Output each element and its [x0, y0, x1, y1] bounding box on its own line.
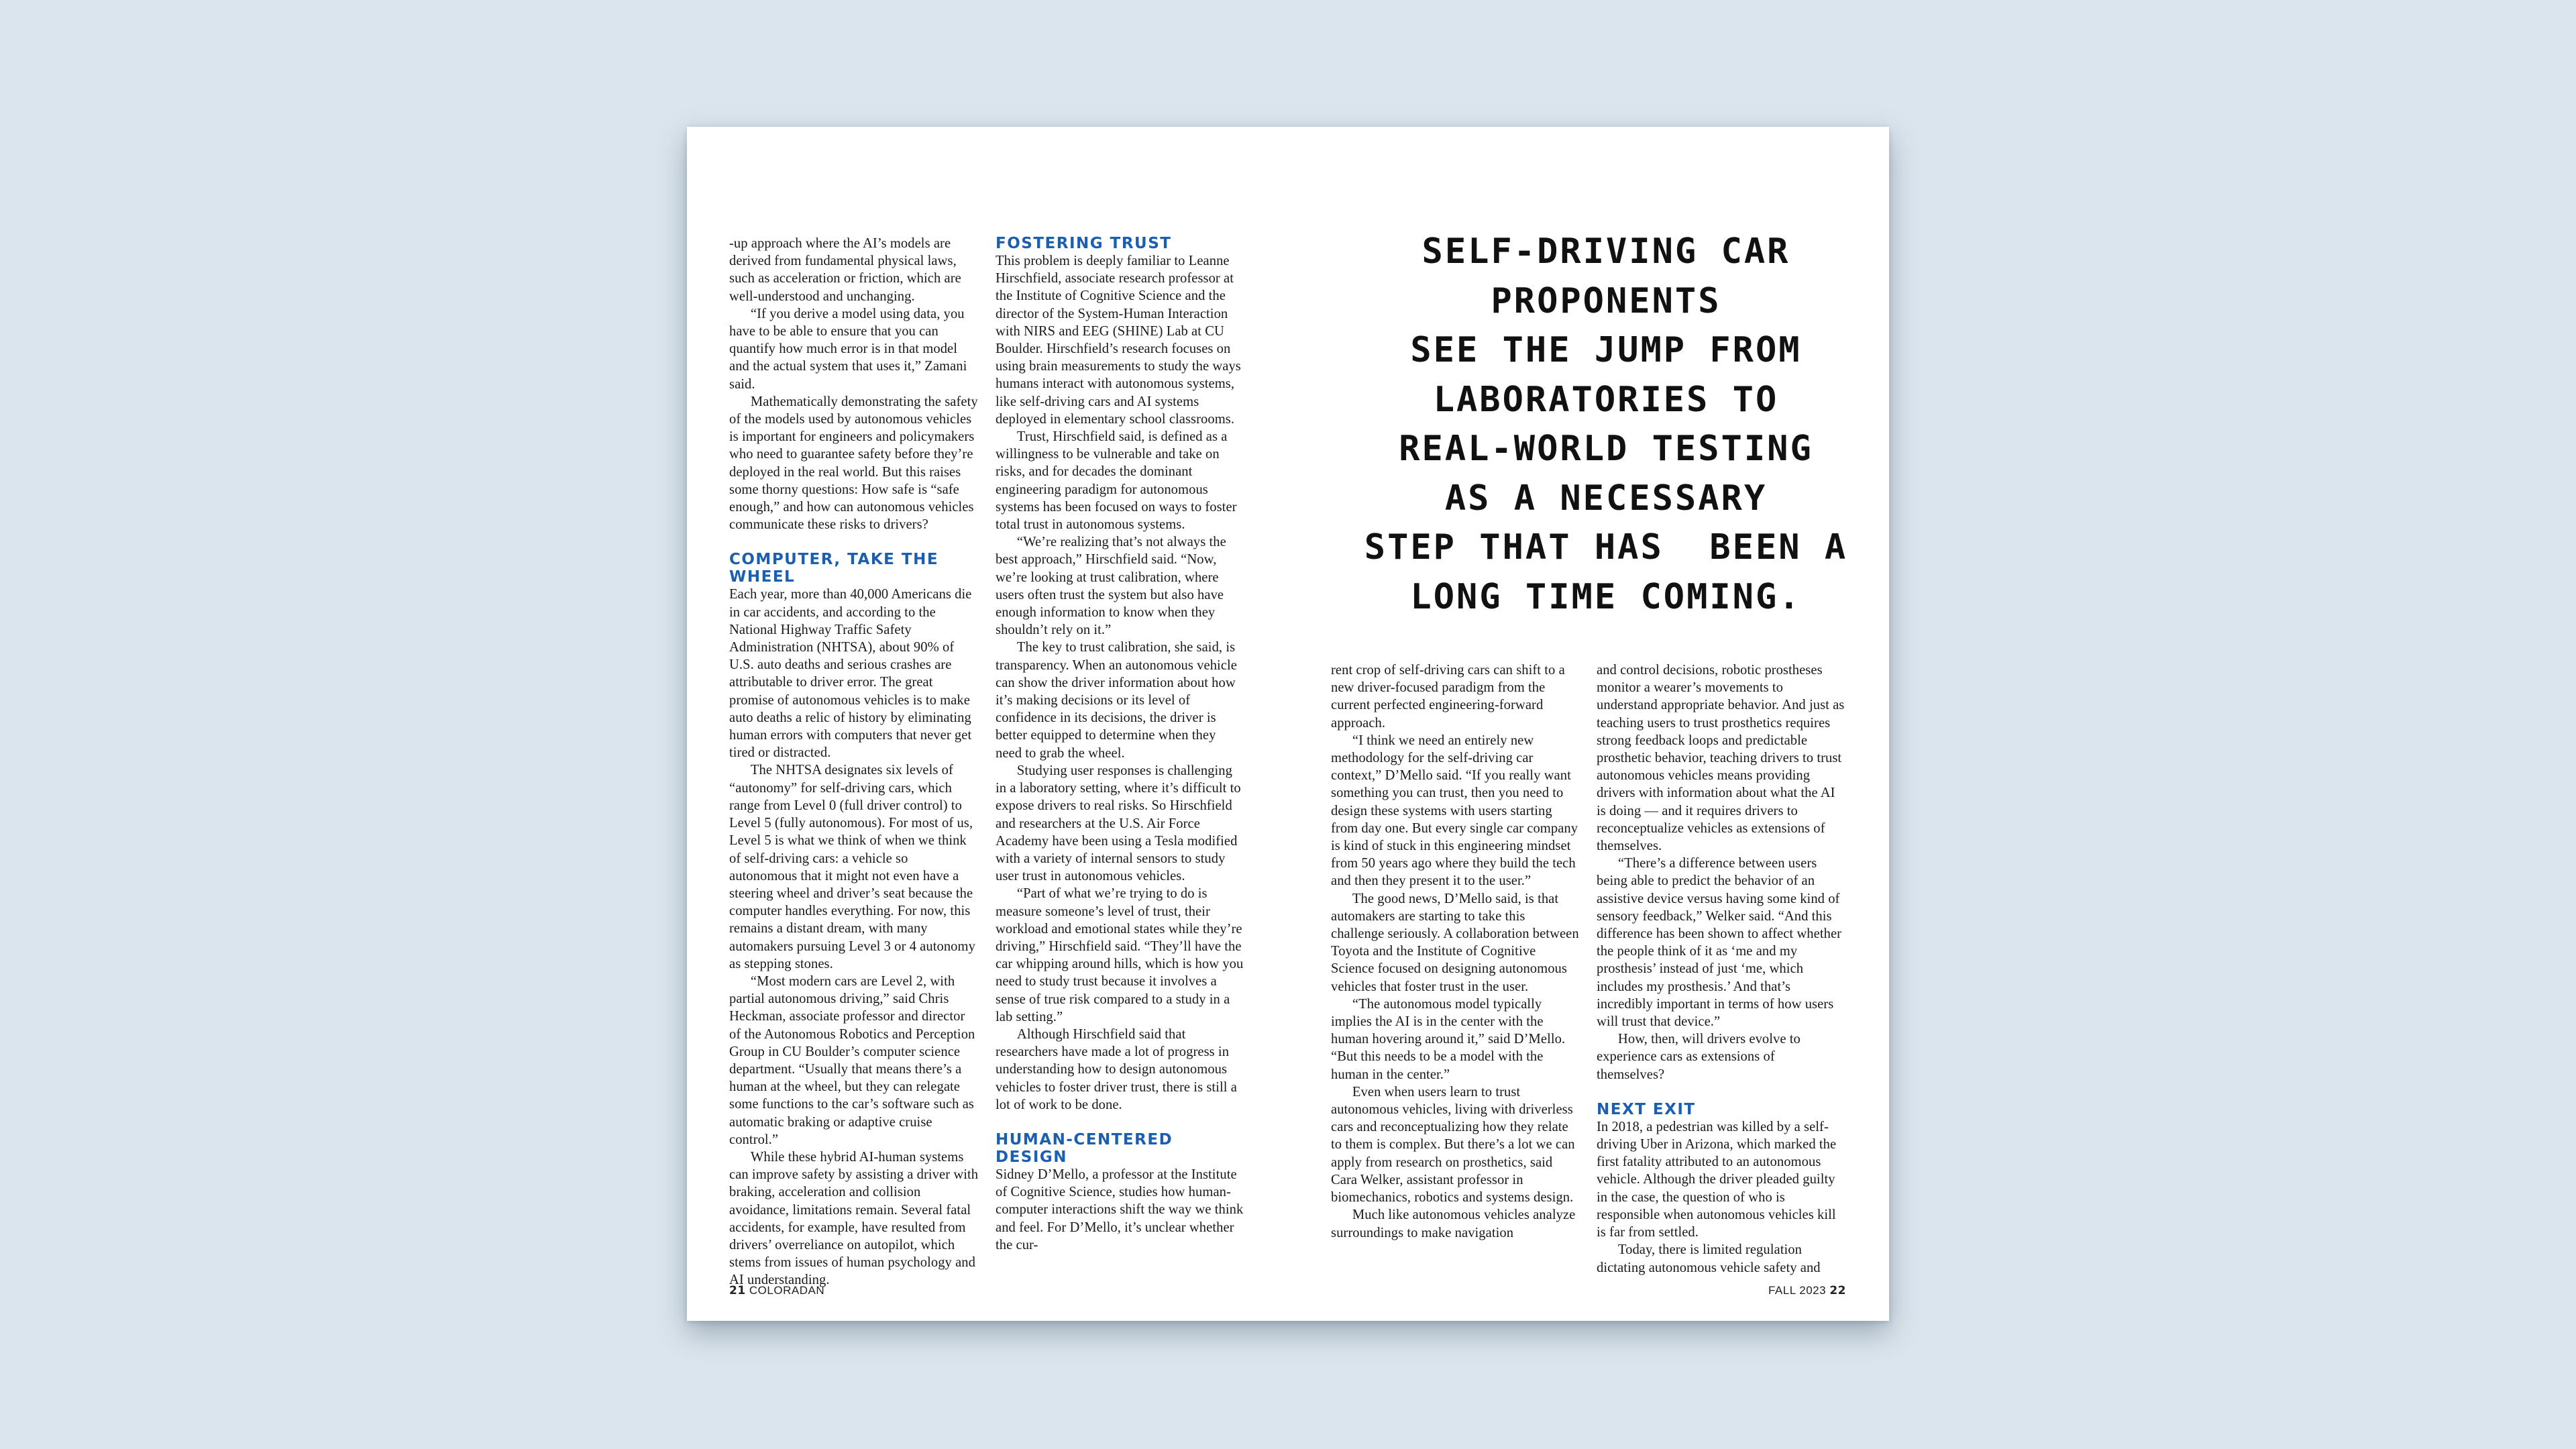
paragraph: Each year, more than 40,000 Americans die in car accidents, and according to the National Highway Traffic Safety Administration (NHTSA), about 90% of U.S. auto deaths and serious crashes are attributable to driver error. The great promise of autonomous vehicles is to make auto deaths a relic of history by eliminating human errors with computers that never get tired or distracted. [729, 587, 972, 761]
paragraph: “Most modern cars are Level 2, with partial autonomous driving,” said Chris Heckman, associate professor and director of the Autonomous Robotics and Perception Group in CU Boulder’s computer science department. “Usually that means there’s a human at the wheel, but they can relegate some functions to the car’s software such as automatic braking or adaptive cruise control.” [729, 973, 975, 1147]
paragraph: “We’re realizing that’s not always the best approach,” Hirschfield said. “Now, we’re looking at trust calibration, where users often trust the system but also have enough information to know when they shouldn’t rely on it.” [996, 535, 1226, 638]
paragraph: The key to trust calibration, she said, is transparency. When an autonomous vehicle can show the driver information about how it’s making decisions or its level of confidence in its decisions, the driver is better equipped to determine when they need to grab the wheel. [996, 640, 1237, 761]
pull-quote-line: REAL-WORLD TESTING [1399, 429, 1813, 469]
pull-quote-line: STEP THAT HAS BEEN A [1364, 527, 1848, 568]
paragraph: “I think we need an entirely new methodology for the self-driving car context,” D’Mello said. “If you really want something you can trust, then you need to design these systems with users starting from day one. But every single car company is kind of stuck in this engineering mindset from 50 years ago where they build the tech and then they present it to the user.” [1331, 733, 1578, 889]
column-4 [1597, 661, 1846, 1277]
section-heading: FOSTERING TRUST [996, 235, 1172, 252]
paragraph: The good news, D’Mello said, is that automakers are starting to take this challenge seriously. A collaboration between Toyota and the Institute of Cognitive Science focused on designing autonomous vehicles that foster trust in the user. [1331, 891, 1579, 994]
pull-quote-line: PROPONENTS [1491, 280, 1721, 321]
pull-quote-line: SEE THE JUMP FROM [1410, 330, 1802, 370]
paragraph: rent crop of self-driving cars can shift to a new driver-focused paradigm from the current perfected engineering-forward approach. [1331, 663, 1565, 731]
publication-name: COLORADAN [749, 1284, 825, 1297]
pull-quote-line: LABORATORIES TO [1433, 379, 1779, 420]
footer-left [729, 1284, 824, 1297]
paragraph: Much like autonomous vehicles analyze surroundings to make navigation [1331, 1208, 1576, 1240]
page-number: 22 [1829, 1284, 1846, 1297]
paragraph: The NHTSA designates six levels of “autonomy” for self-driving cars, which range from Level 0 (full driver control) to Level 5 (fully autonomous). For most of us, Level 5 is what we think of when we think of self-driving cars: a vehicle so autonomous that it might not even have a steering wheel and driver’s seat because the computer handles everything. For now, this remains a distant dream, with many automakers pursuing Level 3 or 4 autonomy as stepping stones. [729, 763, 975, 971]
column-2 [996, 235, 1245, 1254]
paragraph: In 2018, a pedestrian was killed by a self-driving Uber in Arizona, which marked the first fatality attributed to an autonomous vehicle. Although the driver pleaded guilty in the case, the question of who is responsible when autonomous vehicles kill is far from settled. [1597, 1119, 1837, 1240]
paragraph: Today, there is limited regulation dictating autonomous vehicle safety and [1597, 1242, 1821, 1275]
paragraph: Mathematically demonstrating the safety of the models used by autonomous vehicles is important for engineers and policymakers who need to guarantee safety before they’re deployed in the real world. But this raises some thorny questions: How safe is “safe enough,” and how can autonomous vehicles communicate these risks to drivers? [729, 394, 978, 533]
paragraph: “There’s a difference between users being able to predict the behavior of an assistive device versus having some kind of sensory feedback,” Welker said. “And this difference has been shown to affect whether the people think of it as ‘me and my prosthesis’ instead of just ‘me, which includes my prosthesis.’ And that’s incredibly important in terms of how users will trust that device.” [1597, 856, 1842, 1030]
section-heading: HUMAN-CENTERED DESIGN [996, 1130, 1173, 1166]
paragraph: “If you derive a model using data, you have to be able to ensure that you can quantify how much error is in that model and the actual system that uses it,” Zamani said. [729, 306, 967, 392]
paragraph: Although Hirschfield said that researchers have made a lot of progress in understanding how to design autonomous vehicles to foster driver trust, there is still a lot of work to be done. [996, 1026, 1237, 1112]
section-heading: COMPUTER, TAKE THE WHEEL [729, 551, 939, 586]
paragraph: “Part of what we’re trying to do is measure someone’s level of trust, their workload and emotional states while they’re driving,” Hirschfield said. “They’ll have the car whipping around hills, which is how you need to study trust because it involves a sense of true risk compared to a study in a lab setting.” [996, 886, 1244, 1024]
pull-quote-line: SELF-DRIVING CAR [1421, 231, 1790, 272]
paragraph: Trust, Hirschfield said, is defined as a willingness to be vulnerable and take on risks, and for decades the dominant engineering paradigm for autonomous systems has been focused on ways to foster total trust in autonomous systems. [996, 429, 1237, 533]
paragraph: While these hybrid AI-human systems can improve safety by assisting a driver with braking, acceleration and collision avoidance, limitations remain. Several fatal accidents, for example, have resulted from drivers’ overreliance on autopilot, which stems from issues of human psychology and AI understanding. [729, 1149, 979, 1288]
page-number: 21 [729, 1284, 746, 1297]
pull-quote [1358, 227, 1854, 622]
paragraph: “The autonomous model typically implies the AI is in the center with the human hovering around it,” said D’Mello. “But this needs to be a model with the human in the center.” [1331, 996, 1566, 1082]
column-3 [1331, 661, 1580, 1242]
pull-quote-line: AS A NECESSARY [1444, 478, 1768, 519]
column-1 [729, 235, 979, 1289]
magazine-spread [687, 127, 1889, 1321]
paragraph: -up approach where the AI’s models are derived from fundamental physical laws, such as acceleration or friction, which are well-understood and unchanging. [729, 236, 961, 304]
paragraph: and control decisions, robotic prostheses monitor a wearer’s movements to understand appropriate behavior. And just as teaching users to trust prosthetics requires strong feedback loops and predictable prosthetic behavior, teaching drivers to trust autonomous vehicles means providing drivers with information about what the AI is doing — and it requires drivers to reconceptualize vehicles as extensions of themselves. [1597, 663, 1845, 854]
paragraph: Studying user responses is challenging in a laboratory setting, where it’s difficult to expose drivers to real risks. So Hirschfield and researchers at the U.S. Air Force Academy have been using a Tesla modified with a variety of internal sensors to study user trust in autonomous vehicles. [996, 763, 1241, 884]
issue-date: FALL 2023 [1768, 1284, 1827, 1297]
paragraph: Even when users learn to trust autonomous vehicles, living with driverless cars and reconceptualizing how they relate to them is complex. But there’s a lot we can apply from research on prosthetics, said Cara Welker, assistant professor in biomechanics, robotics and systems design. [1331, 1084, 1575, 1205]
paragraph: This problem is deeply familiar to Leanne Hirschfield, associate research professor at the Institute of Cognitive Science and the director of the System-Human Interaction with NIRS and EEG (SHINE) Lab at CU Boulder. Hirschfield’s research focuses on using brain measurements to study the ways humans interact with autonomous systems, like self-driving cars and AI systems deployed in elementary school classrooms. [996, 254, 1241, 427]
paragraph: How, then, will drivers evolve to experience cars as extensions of themselves? [1597, 1032, 1801, 1082]
footer-right [1768, 1284, 1846, 1297]
paragraph: Sidney D’Mello, a professor at the Institute of Cognitive Science, studies how human-computer interactions shift the way we think and feel. For D’Mello, it’s unclear whether the cur- [996, 1167, 1244, 1252]
pull-quote-line: LONG TIME COMING. [1410, 576, 1802, 617]
section-heading: NEXT EXIT [1597, 1100, 1696, 1118]
